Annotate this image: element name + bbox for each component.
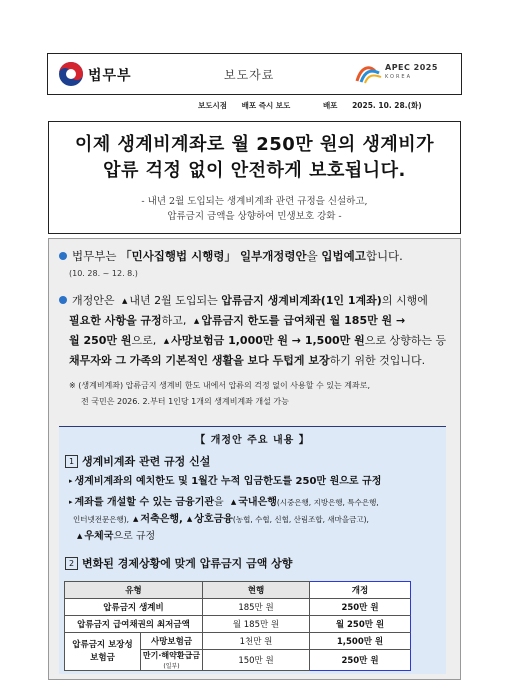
cell-group-label: 압류금지 보장성 보험금	[65, 633, 141, 671]
triangle-marker-icon: ▸	[69, 498, 73, 506]
triangle-marker-icon: ▲	[133, 515, 139, 523]
b1-pre: 법무부는	[72, 249, 121, 263]
b2-l2-bold: 필요한 사항을 규정	[69, 314, 162, 327]
b1-post: 합니다.	[365, 249, 403, 263]
triangle-marker-icon: ▲	[163, 337, 170, 345]
triangle-marker-icon: ▲	[122, 297, 128, 305]
b2-l1-mid: 내년 2월 도입되는	[129, 294, 222, 307]
cell-revised: 월 250만 원	[310, 616, 411, 633]
triangle-marker-icon: ▲	[186, 515, 193, 523]
row4-main: 만기·해약환급금	[142, 651, 201, 660]
ministry-taegeuk-logo-icon	[58, 61, 84, 87]
apec-logo	[353, 63, 447, 85]
title-line-1: 이제 생계비계좌로 월 250만 원의 생계비가	[74, 134, 435, 155]
th-revised: 개정	[310, 582, 411, 599]
section-1-item-2-line-3	[73, 528, 440, 545]
amount-table	[64, 581, 411, 671]
subtitle-line-1: - 내년 2월 도입되는 생계비계좌 관련 규정을 신설하고,	[141, 196, 368, 207]
th-type: 유형	[65, 582, 203, 599]
item2-mid: 을	[214, 497, 227, 508]
cell-current: 185만 원	[203, 599, 310, 616]
release-date-value: 2025. 10. 28.(화)	[352, 101, 422, 110]
bullet-dot-icon	[59, 296, 67, 304]
b2-l3-mid: 으로,	[131, 334, 160, 347]
bullet-2-line-2	[69, 311, 450, 331]
b1-bold2: 입법예고	[321, 249, 366, 263]
title-line-2: 압류 걱정 없이 안전하게 보호됩니다.	[103, 160, 406, 181]
apec-logo-icon	[353, 63, 383, 85]
item2-l3-post: 으로 규정	[113, 531, 156, 542]
cell-type: 압류금지 생계비	[65, 599, 203, 616]
b2-l3-bold2: 사망보험금 1,000만 원 → 1,500만 원	[171, 334, 365, 347]
item2-l2-small2: (농협, 수협, 신협, 산림조합, 새마을금고),	[232, 515, 369, 524]
bullet-2-line-4	[69, 351, 450, 370]
summary-heading: 【 개정안 주요 내용 】	[195, 435, 310, 446]
release-info	[198, 100, 434, 111]
sec2-title-text: 변화된 경제상황에 맞게 압류금지 금액 상향	[82, 557, 293, 570]
item2-small: (시중은행, 지방은행, 특수은행,	[276, 498, 379, 507]
doc-type: 보도자료	[224, 68, 275, 82]
item2-bold: 계좌를 개설할 수 있는 금융기관	[74, 497, 215, 508]
b1-mid: 을	[306, 249, 322, 263]
cell-revised: 1,500만 원	[310, 633, 411, 650]
cell-current: 월 185만 원	[203, 616, 310, 633]
b2-l2-mid: 하고,	[161, 314, 190, 327]
title-box	[48, 121, 461, 234]
section-1-item-2-line-1	[65, 494, 440, 511]
sec1-title-text: 생계비계좌 관련 규정 신설	[82, 455, 211, 468]
note-line-2: 전 국민은 2026. 2.부터 1인당 1개의 생계비계좌 개설 가능	[81, 397, 289, 406]
cell-type: 압류금지 급여채권의 최저금액	[65, 616, 203, 633]
section-number-box: 1	[65, 455, 78, 468]
bullet-dot-icon	[59, 252, 67, 260]
triangle-marker-icon: ▲	[77, 532, 83, 540]
b2-l1-bold: 압류금지 생계비계좌(1인 1계좌)	[221, 294, 382, 307]
triangle-marker-icon: ▸	[69, 477, 73, 485]
notice-period: (10. 28. ~ 12. 8.)	[69, 269, 138, 278]
table-row	[65, 599, 411, 616]
apec-sub: KOREA	[385, 74, 412, 80]
header-bar	[47, 53, 462, 95]
b2-l1-post: 의 시행에	[381, 294, 428, 307]
release-date-label: 배포	[322, 101, 338, 110]
item2-l3-bold: 우체국	[84, 531, 114, 542]
b2-l4-post: 하기 위한 것입니다.	[329, 354, 426, 367]
triangle-marker-icon: ▲	[193, 317, 200, 325]
item2-bold2: 국내은행	[238, 497, 277, 508]
b2-l3-bold: 월 250만 원	[69, 334, 132, 347]
row4-small: (일부)	[163, 663, 180, 670]
triangle-marker-icon: ▲	[230, 498, 237, 506]
section-1-item-2-line-2	[73, 511, 440, 528]
cell-subtype	[141, 650, 203, 671]
apec-label: APEC 2025	[385, 63, 438, 72]
b2-l4-bold: 채무자와 그 가족의 기본적인 생활을 보다 두텁게 보장	[69, 354, 330, 367]
cell-current: 1천만 원	[203, 633, 310, 650]
ministry-name: 법무부	[88, 68, 132, 84]
bullet-1	[59, 247, 450, 266]
bullet-2-line-1	[59, 291, 450, 311]
cell-subtype: 사망보험금	[141, 633, 203, 650]
item2-l2-small: 인터넷전문은행),	[73, 515, 130, 524]
cell-revised: 250만 원	[310, 650, 411, 671]
section-number-box: 2	[65, 557, 78, 570]
item2-l2-bold2: 상호금융	[194, 514, 233, 525]
note-line-1: ※ (생계비계좌) 압류금지 생계비 한도 내에서 압류의 걱정 없이 사용할 수 있는 계좌로,	[69, 381, 371, 390]
subtitle-line-2: 압류금지 금액을 상향하여 민생보호 강화 -	[167, 211, 342, 222]
section-2-title	[65, 555, 292, 571]
b1-bold: 「민사집행법 시행령」 일부개정령안	[120, 249, 307, 263]
cell-current: 150만 원	[203, 650, 310, 671]
th-current: 현행	[203, 582, 310, 599]
bullet-2-line-3	[69, 331, 450, 351]
cell-revised: 250만 원	[310, 599, 411, 616]
b2-l1-pre: 개정안은	[72, 294, 119, 307]
section-1-item-1	[65, 473, 440, 490]
table-row	[65, 616, 411, 633]
release-time-label: 보도시점	[198, 101, 227, 110]
release-time-value: 배포 즉시 보도	[241, 101, 291, 110]
item1-text: 생계비계좌의 예치한도 및 1월간 누적 입금한도를 250만 원으로 규정	[74, 476, 382, 487]
item2-l2-bold: 저축은행,	[140, 514, 183, 525]
table-row	[65, 633, 411, 650]
table-header-row	[65, 582, 411, 599]
section-1-title	[65, 453, 210, 469]
b2-l2-bold2: 압류금지 한도를 급여채권 월 185만 원 →	[201, 314, 406, 327]
b2-l3-post: 으로 상향하는 등	[364, 334, 447, 347]
